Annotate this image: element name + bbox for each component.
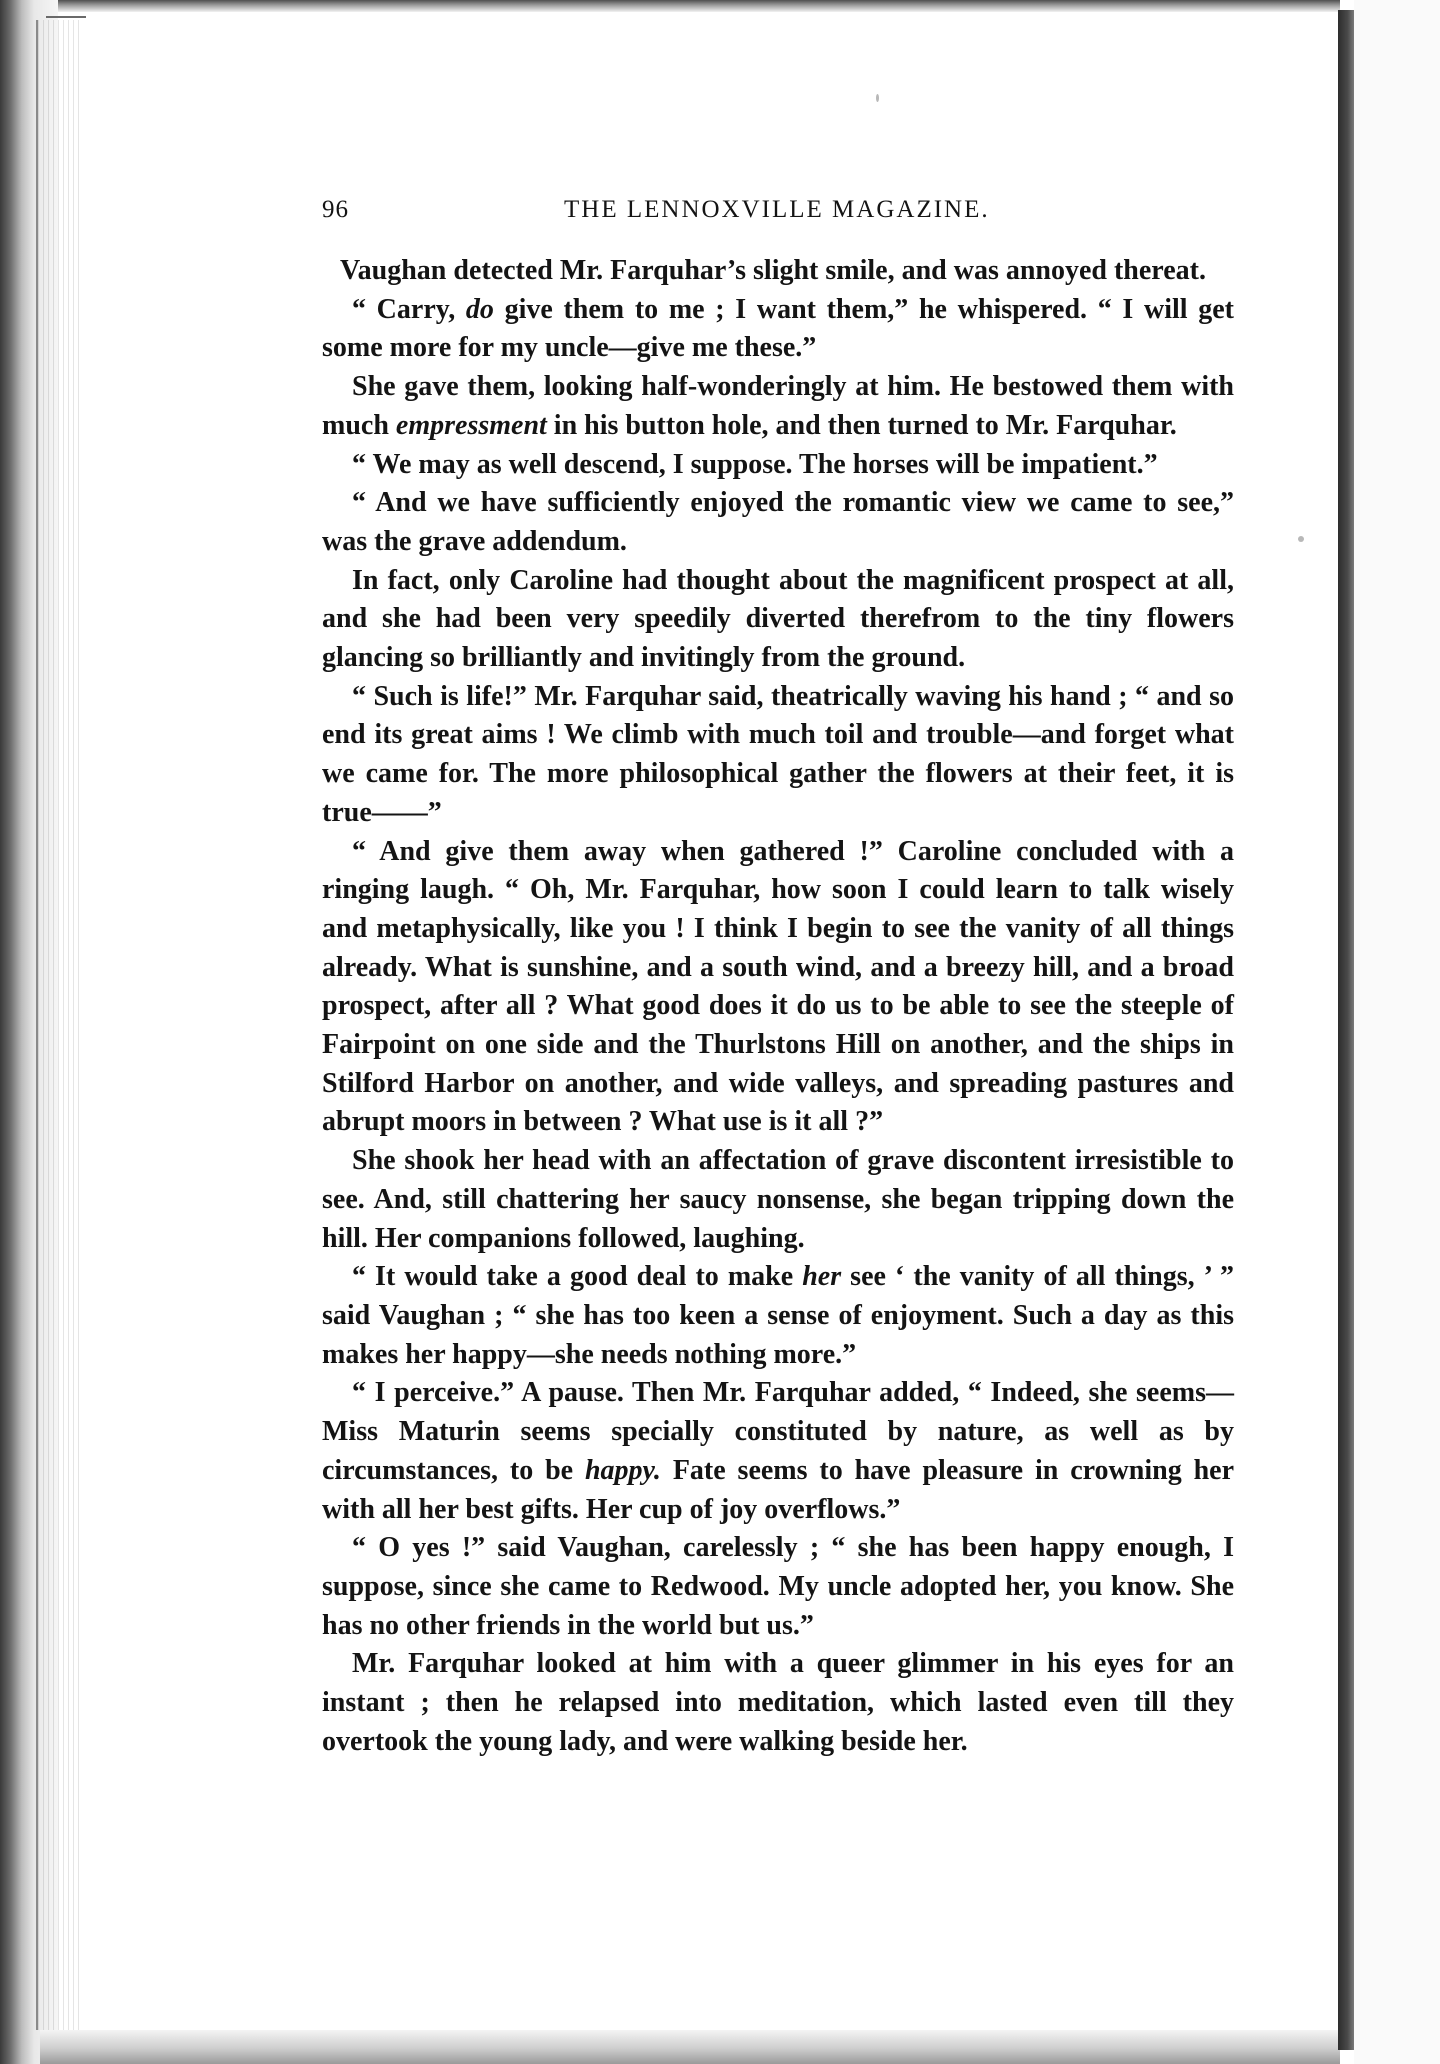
scan-speck: [876, 94, 879, 102]
paragraph: [322, 291, 1234, 368]
page-top-edge: [0, 0, 1340, 12]
paragraph: [322, 1374, 1234, 1529]
book-page-stack: [36, 20, 82, 2030]
text-segment: in his button hole, and then turned to Mr. Farquhar.: [546, 409, 1177, 441]
paragraph: [322, 368, 1234, 445]
text-segment: In fact, only Caroline had thought about the magnificent prospect at all, and she had been very speedily diverted therefrom to the tiny flowers glancing so brilliantly and invitingly from the ground.: [322, 564, 1234, 674]
page-bottom-edge: [40, 2030, 1340, 2064]
text-segment: see ‘ the vanity of all things, ’ ” said Vaughan ; “ she has too keen a sense of enjoyment. Such a day as this makes her happy—she needs nothing more.”: [322, 1261, 1234, 1370]
paragraph: [322, 833, 1234, 1143]
italic-text: empressment: [395, 409, 547, 441]
paragraph: [322, 1645, 1234, 1761]
body-text: [322, 252, 1234, 1761]
text-segment: “ Carry,: [352, 293, 466, 325]
paragraph: [322, 252, 1234, 291]
text-segment: “ O yes !” said Vaughan, carelessly ; “ she has been happy enough, I suppose, since she came to Redwood. My uncle adopted her, you know. She has no other friends in the world but us.”: [322, 1532, 1234, 1641]
paragraph: [322, 1529, 1234, 1645]
italic-text: do: [465, 293, 494, 325]
text-segment: “ And we have sufficiently enjoyed the romantic view we came to see,” was the grave addendum.: [322, 487, 1234, 557]
scan-speck: [1298, 536, 1304, 542]
page-text-block: [322, 196, 1234, 1761]
text-segment: give them to me ; I want them,” he whispered. “ I will get some more for my uncle—give me these.”: [322, 293, 1235, 364]
paragraph: [322, 484, 1234, 561]
paragraph: [322, 1258, 1234, 1374]
italic-text: happy.: [584, 1454, 661, 1486]
page-number: 96: [322, 196, 349, 223]
magazine-title: THE LENNOXVILLE MAGAZINE.: [564, 196, 990, 223]
text-segment: “ Such is life!” Mr. Farquhar said, theatrically waving his hand ; “ and so end its great aims ! We climb with much toil and trouble—and forget what we came for. The more philosophical gather the flowers at their feet, it is true——”: [322, 680, 1234, 828]
paragraph: [322, 446, 1234, 485]
paragraph: [322, 562, 1234, 678]
paragraph: [322, 1142, 1234, 1258]
text-segment: “ And give them away when gathered !” Caroline concluded with a ringing laugh. “ Oh, Mr. Farquhar, how soon I could learn to talk wisely and metaphysically, like you ! I think I begin to see the vanity of all things already. What is sunshine, and a south wind, and a breezy hill, and a broad prospect, after all ? What good does it do us to be able to see the steeple of Fairpoint on one side and the Thurlstons Hill on another, and the ships in Stilford Harbor on another, and wide valleys, and spreading pastures and abrupt moors in between ? What use is it all ?”: [322, 835, 1234, 1138]
italic-text: her: [802, 1261, 842, 1293]
gutter-divider: [1338, 10, 1354, 2050]
text-segment: Vaughan detected Mr. Farquhar’s slight smile, and was annoyed thereat.: [340, 255, 1206, 286]
paragraph: [322, 678, 1234, 833]
running-head: [322, 196, 1234, 236]
adjacent-page: [1354, 0, 1440, 2064]
text-segment: Mr. Farquhar looked at him with a queer glimmer in his eyes for an instant ; then he relapsed into meditation, which lasted even till they overtook the young lady, and were walking beside her.: [322, 1648, 1234, 1757]
text-segment: Fate seems to have pleasure in crowning her with all her best gifts. Her cup of joy overflows.”: [322, 1454, 1234, 1525]
text-segment: “ We may as well descend, I suppose. The horses will be impatient.”: [352, 448, 1158, 480]
text-segment: She gave them, looking half-wonderingly at him. He bestowed them with much: [322, 371, 1234, 441]
text-segment: She shook her head with an affectation of grave discontent irresistible to see. And, still chattering her saucy nonsense, she began tripping down the hill. Her companions followed, laughing.: [322, 1145, 1234, 1254]
text-segment: “ I perceive.” A pause. Then Mr. Farquhar added, “ Indeed, she seems—Miss Maturin seems specially constituted by nature, as well as by circumstances, to be: [322, 1377, 1234, 1486]
text-segment: “ It would take a good deal to make: [352, 1261, 803, 1293]
corner-mark: [46, 16, 86, 18]
